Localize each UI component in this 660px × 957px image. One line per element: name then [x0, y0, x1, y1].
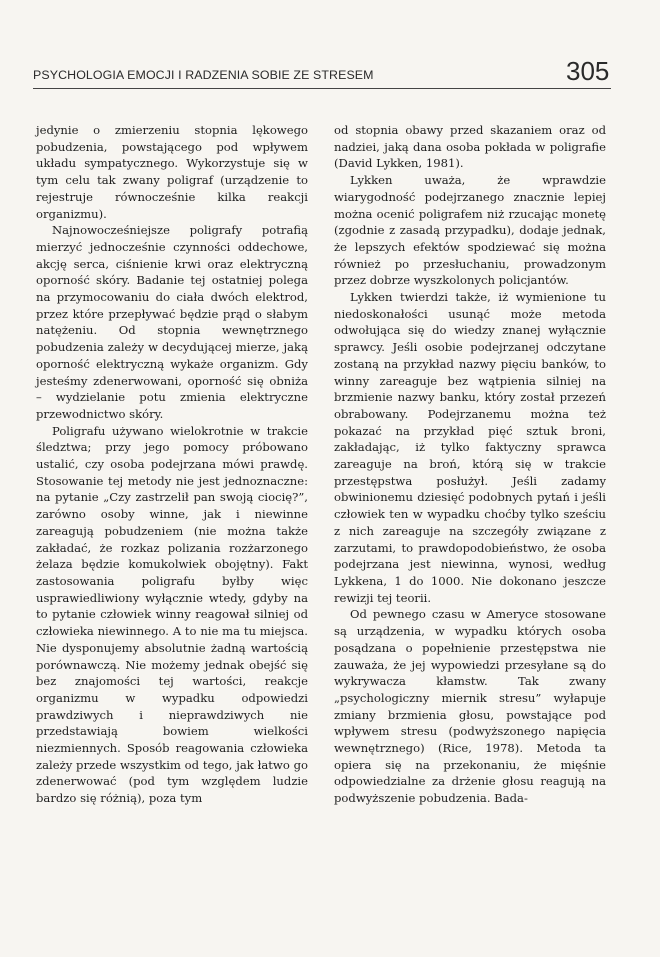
header-rule	[33, 88, 611, 89]
page-number: 305	[566, 56, 610, 86]
paragraph: Lykken uważa, że wprawdzie wiarygodność podejrzanego znacznie lepiej można ocenić poligrafem niż rzucając monetę (zgodnie z zasadą przypadku), dodaje jednak, że lepszych efektów spodziewać się można również po przesłuchaniu, prowadzonym przez dobrze wyszkolonych policjantów.	[334, 173, 606, 288]
paragraph: jedynie o zmierzeniu stopnia lękowego pobudzenia, powstającego pod wpływem układu sympatycznego. Wykorzystuje się w tym celu tak zwany poligraf (urządzenie to rejestruje równocześnie kilka reakcji organizmu).	[36, 123, 308, 221]
left-column	[36, 122, 308, 807]
running-header-title: PSYCHOLOGIA EMOCJI I RADZENIA SOBIE ZE STRESEM	[33, 68, 374, 82]
paragraph: Od pewnego czasu w Ameryce stosowane są urządzenia, w wypadku których osoba posądzana o popełnienie przestępstwa nie zauważa, że jej wypowiedzi przesyłane są do wykrywacza kłamstw. Tak zwany „psychologiczny miernik stresu” wyłapuje zmiany brzmienia głosu, powstające pod wpływem stresu (podwyższonego napięcia wewnętrznego) (Rice, 1978). Metoda ta opiera się na przekonaniu, że mięśnie odpowiedzialne za drżenie głosu reagują na podwyższenie pobudzenia. Bada-	[334, 607, 606, 806]
right-column	[334, 122, 606, 807]
paragraph: Najnowocześniejsze poligrafy potrafią mierzyć jednocześnie czynności oddechowe, akcję serca, ciśnienie krwi oraz elektryczną oporność skóry. Badanie tej ostatniej polega na przymocowaniu do ciała dwóch elektrod, przez które przepływać będzie prąd o słabym natężeniu. Od stopnia wewnętrznego pobudzenia zależy w decydującej mierze, jaką oporność elektryczną wykaże organizm. Gdy jesteśmy zdenerwowani, oporność się obniża – wydzielanie potu zmienia elektryczne przewodnictwo skóry.	[36, 223, 308, 421]
paragraph: Poligrafu używano wielokrotnie w trakcie śledztwa; przy jego pomocy próbowano ustalić, czy osoba podejrzana mówi prawdę. Stosowanie tej metody nie jest jednoznaczne: na pytanie „Czy zastrzelił pan swoją ciocię?”, zarówno osoby winne, jak i niewinne zareagują pobudzeniem (nie można także zakładać, że rozkaz polizania rozżarzonego żelaza będzie komukolwiek obojętny). Fakt zastosowania poligrafu byłby więc usprawiedliwiony wyłącznie wtedy, gdyby na to pytanie człowiek winny reagował silniej od człowieka niewinnego. A to nie ma tu miejsca. Nie dysponujemy absolutnie żadną wartością porównawczą. Nie możemy jednak obejść się bez znajomości tej wartości, reakcje organizmu w wypadku odpowiedzi prawdziwych i nieprawdziwych nie przedstawiają bowiem wielkości niezmiennych. Sposób reagowania człowieka zależy przede wszystkim od tego, jak łatwo go zdenerwować (pod tym względem ludzie bardzo się różnią), poza tym	[36, 423, 308, 806]
paragraph: Lykken twierdzi także, iż wymienione tu niedoskonałości usunąć może metoda odwołująca się do wiedzy znanej wyłącznie sprawcy. Jeśli osobie podejrzanej odczytane zostaną na przykład nazwy pięciu banków, to winny zareaguje bez wątpienia silniej na brzmienie nazwy banku, który został przezeń obrabowany. Podejrzanemu można też pokazać na przykład pięć sztuk broni, zakładając, iż tylko faktyczny sprawca zareaguje na broń, którą się w trakcie przestępstwa posłużył. Jeśli zadamy obwinionemu dziesięć podobnych pytań i jeśli człowiek ten w wypadku choćby tylko sześciu z nich zareaguje na szczegóły związane z zarzutami, to prawdopodobieństwo, że osoba podejrzana jest niewinna, wynosi, według Lykkena, 1 do 1000. Nie dokonano jeszcze rewizji tej teorii.	[334, 290, 606, 605]
paragraph: od stopnia obawy przed skazaniem oraz od nadziei, jaką dana osoba pokłada w poligrafie (David Lykken, 1981).	[334, 123, 606, 171]
